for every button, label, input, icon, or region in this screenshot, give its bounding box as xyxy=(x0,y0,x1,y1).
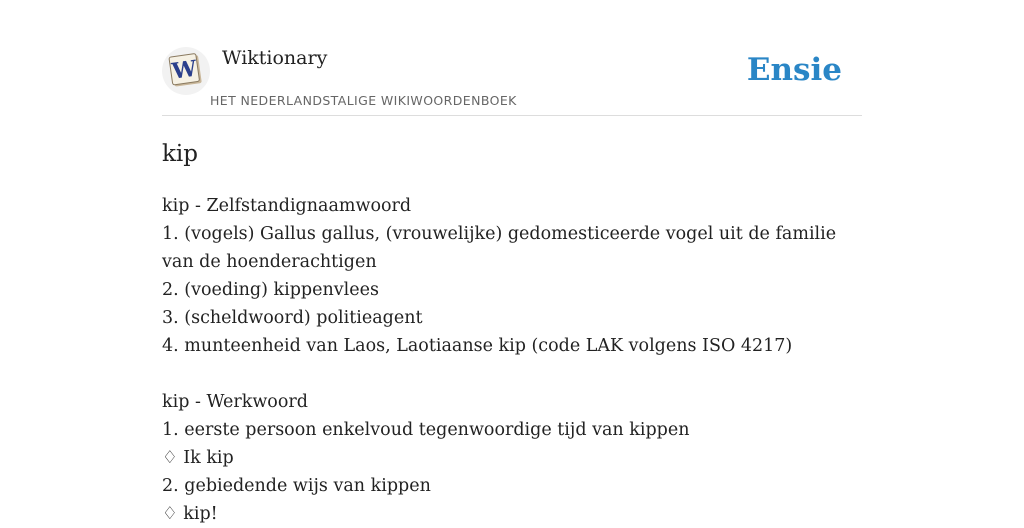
site-header xyxy=(162,0,862,116)
section-spacer xyxy=(162,360,862,388)
ensie-brand-link[interactable]: Ensie xyxy=(746,52,842,88)
example-item: ♢ Ik kip xyxy=(162,448,234,468)
page-title: kip xyxy=(162,141,199,167)
site-name[interactable]: Wiktionary xyxy=(222,47,328,69)
definition-item: 1. (vogels) Gallus gallus, (vrouwelijke) gedomesticeerde vogel uit de familie van de hoenderachtigen xyxy=(162,224,837,272)
site-tagline: HET NEDERLANDSTALIGE WIKIWOORDENBOEK xyxy=(210,93,517,108)
definition-item: 2. gebiedende wijs van kippen xyxy=(162,476,431,496)
verb-heading: kip - Werkwoord xyxy=(162,392,308,412)
entry-content xyxy=(162,192,862,528)
page xyxy=(162,0,862,524)
definition-item: 4. munteenheid van Laos, Laotiaanse kip (code LAK volgens ISO 4217) xyxy=(162,336,793,356)
definition-item: 1. eerste persoon enkelvoud tegenwoordige tijd van kippen xyxy=(162,420,690,440)
wiktionary-logo-icon[interactable] xyxy=(162,47,210,95)
definition-item: 2. (voeding) kippenvlees xyxy=(162,280,379,300)
noun-heading: kip - Zelfstandignaamwoord xyxy=(162,196,412,216)
logo-letter: W xyxy=(170,55,199,85)
definition-item: 3. (scheldwoord) politieagent xyxy=(162,308,423,328)
example-item: ♢ kip! xyxy=(162,504,218,524)
